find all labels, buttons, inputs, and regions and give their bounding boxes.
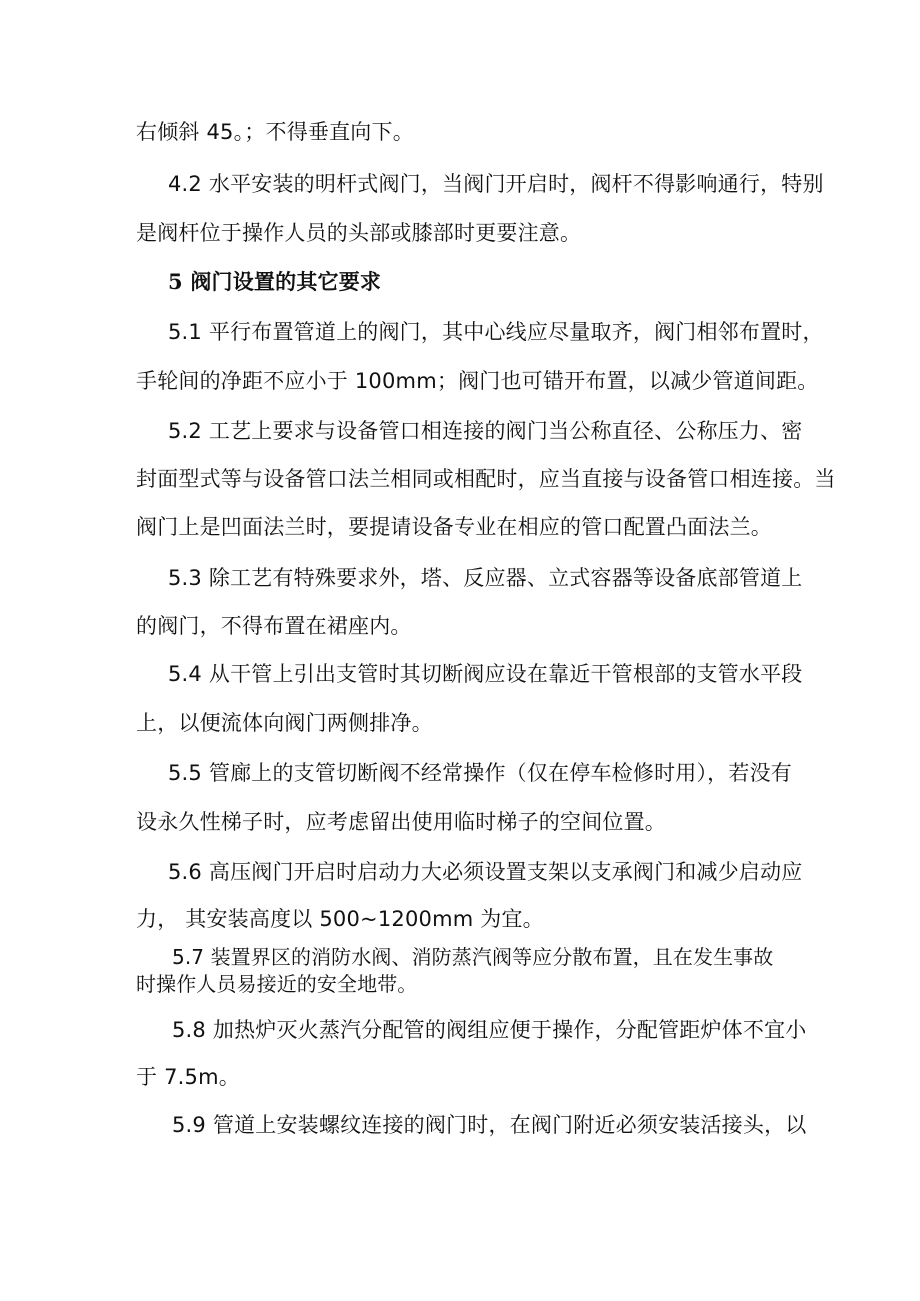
text-line: 是阀杆位于操作人员的头部或膝部时更要注意。 (136, 221, 582, 245)
text-line: 封面型式等与设备管口法兰相同或相配时，应当直接与设备管口相连接。当 (136, 467, 836, 491)
text-line: 阀门上是凹面法兰时，要提请设备专业在相应的管口配置凸面法兰。 (136, 515, 772, 539)
text-line: 手轮间的净距不应小于 100mm；阀门也可错开布置，以减少管道间距。 (136, 369, 819, 393)
text-line: 5.4 从干管上引出支管时其切断阀应设在靠近干管根部的支管水平段 (168, 662, 803, 686)
text-line: 上，以便流体向阀门两侧排净。 (136, 711, 433, 735)
text-line: 5.6 高压阀门开启时启动力大必须设置支架以支承阀门和减少启动应 (168, 860, 803, 884)
text-line: 4.2 水平安装的明杆式阀门，当阀门开启时，阀杆不得影响通行，特别 (168, 172, 824, 196)
text-line: 5.5 管廊上的支管切断阀不经常操作（仅在停车检修时用），若没有 (168, 761, 792, 785)
text-line: 设永久性梯子时，应考虑留出使用临时梯子的空间位置。 (136, 810, 666, 834)
text-line: 5.9 管道上安装螺纹连接的阀门时，在阀门附近必须安装活接头，以 (172, 1113, 807, 1137)
text-line: 5.8 加热炉灭火蒸汽分配管的阀组应便于操作，分配管距炉体不宜小 (172, 1018, 807, 1042)
text-line: 5.1 平行布置管道上的阀门，其中心线应尽量取齐，阀门相邻布置时， (168, 320, 824, 344)
text-line: 5.3 除工艺有特殊要求外，塔、反应器、立式容器等设备底部管道上 (168, 566, 803, 590)
text-line: 5.7 装置界区的消防水阀、消防蒸汽阀等应分散布置，且在发生事故 (172, 945, 774, 969)
text-line: 5.2 工艺上要求与设备管口相连接的阀门当公称直径、公称压力、密 (168, 419, 803, 443)
section-heading: 5 阀门设置的其它要求 (168, 269, 382, 294)
text-line: 于 7.5m。 (136, 1065, 240, 1089)
text-line: 力， 其安装高度以 500~1200mm 为宜。 (136, 907, 544, 931)
text-line: 的阀门，不得布置在裙座内。 (136, 614, 412, 638)
text-line: 时操作人员易接近的安全地带。 (136, 972, 418, 996)
text-line: 右倾斜 45。；不得垂直向下。 (136, 120, 414, 144)
